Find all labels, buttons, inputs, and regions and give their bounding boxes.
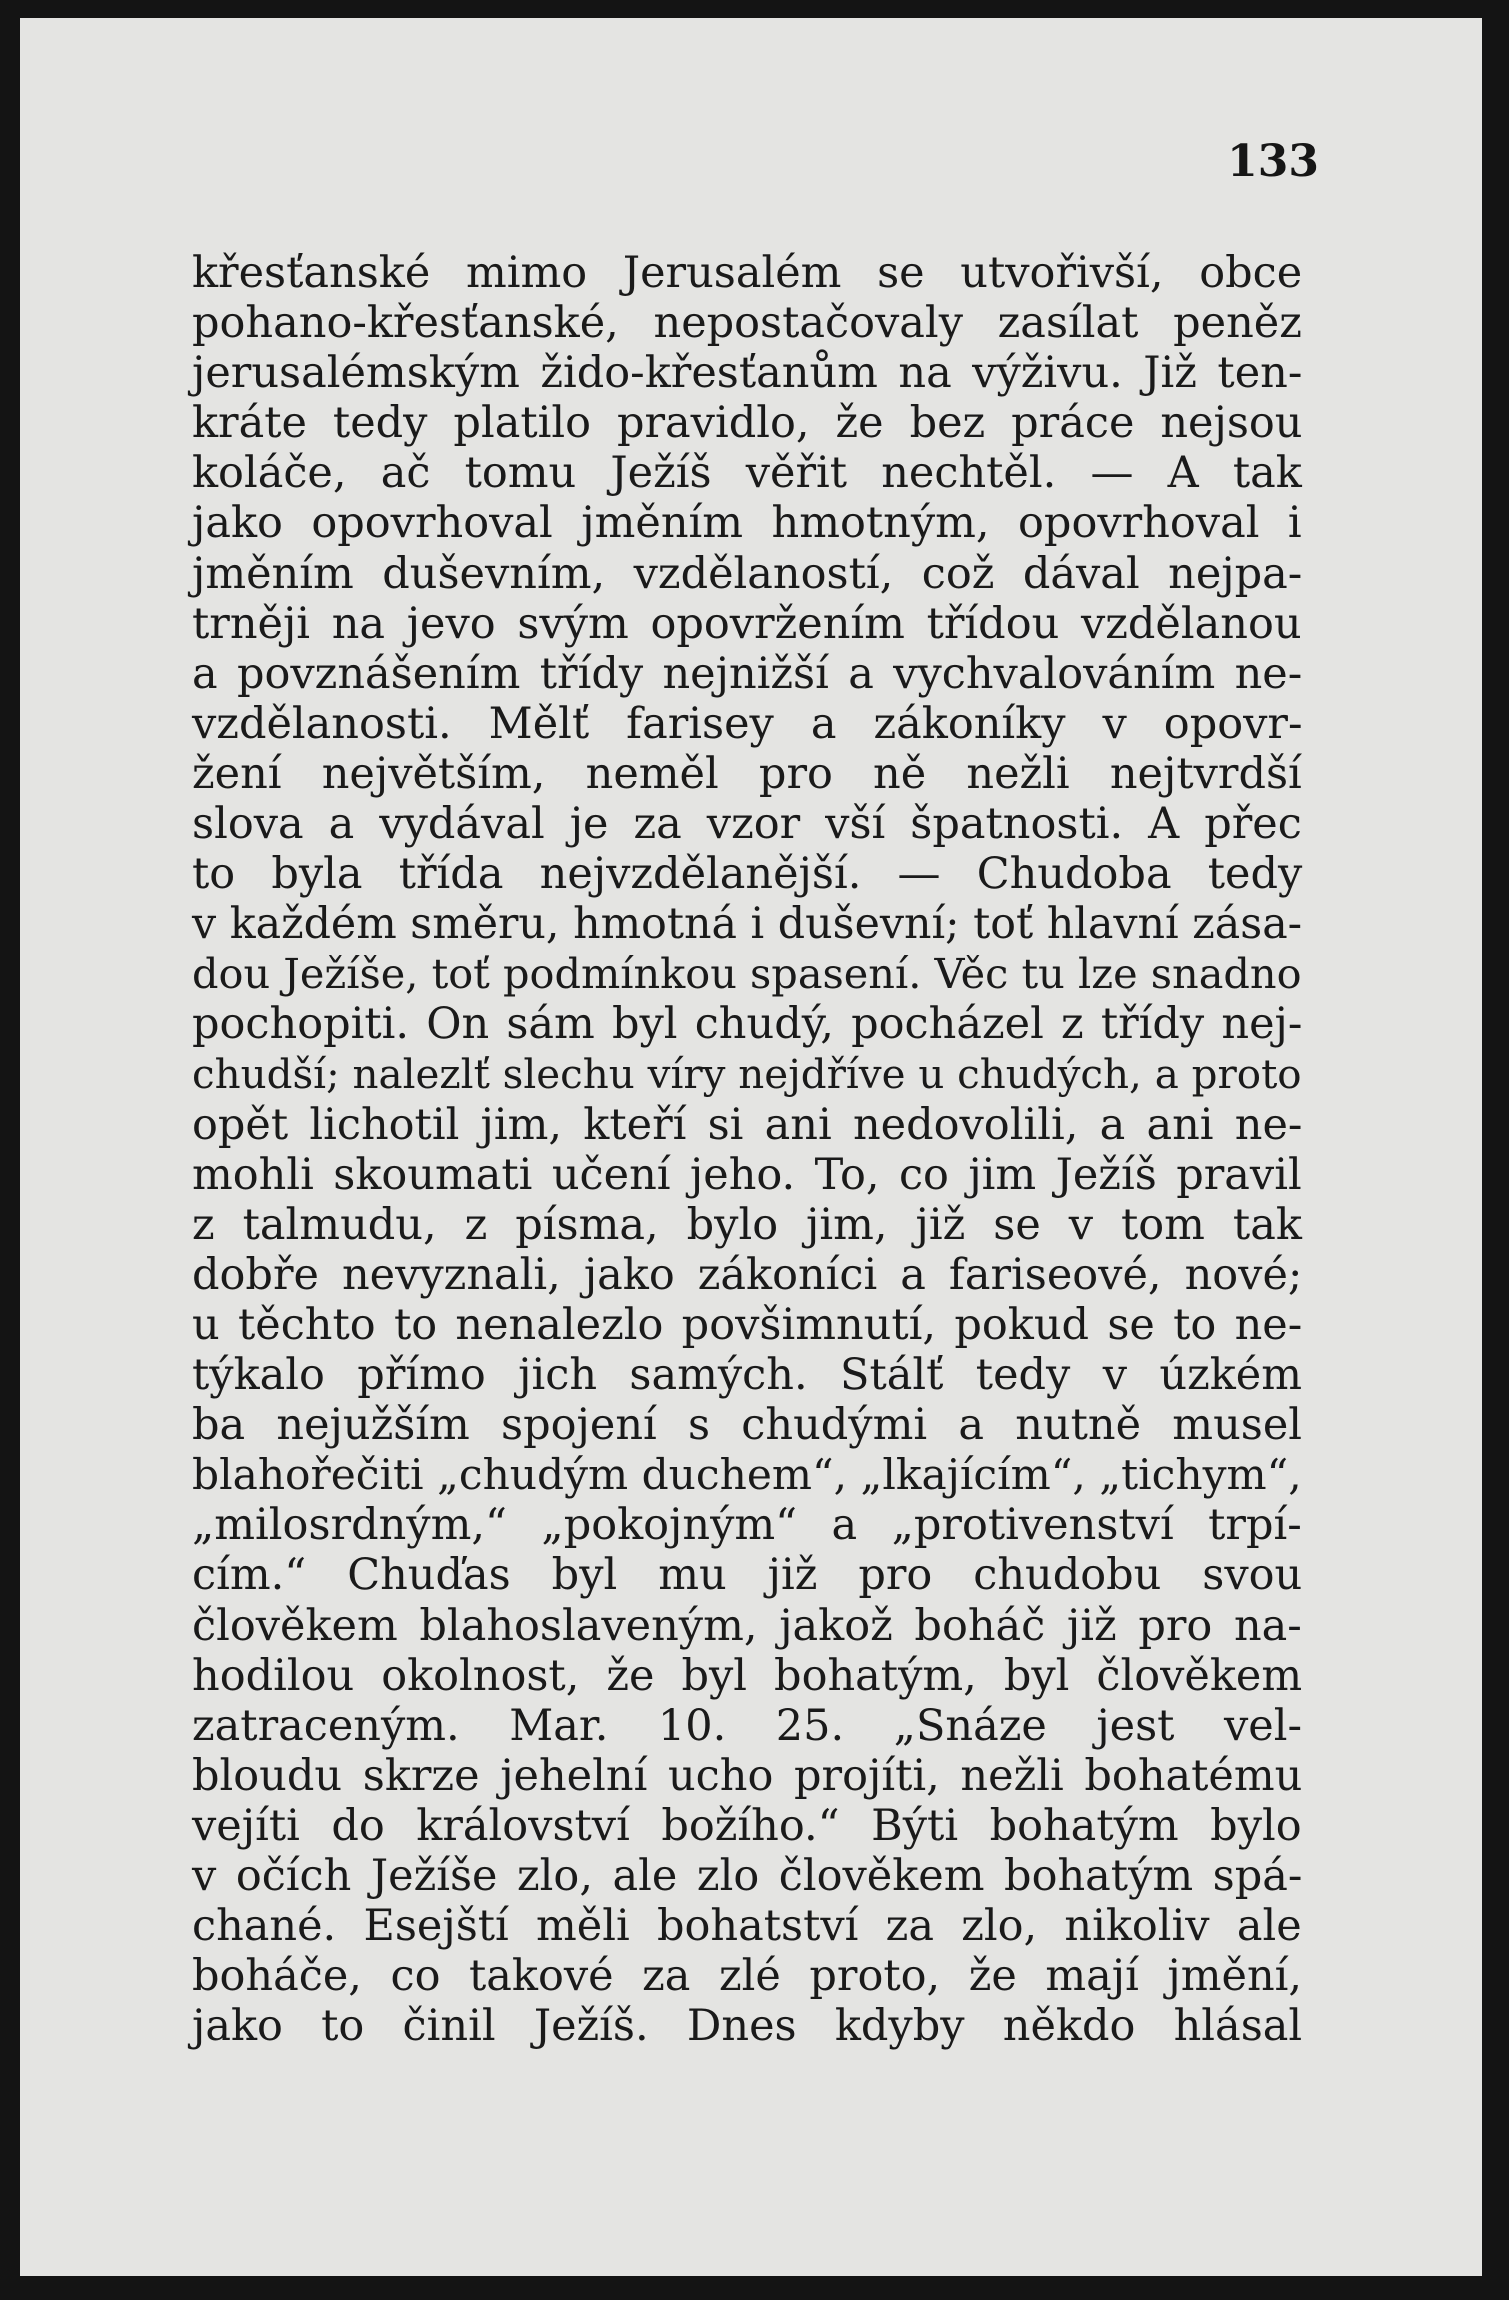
text-line: v každém směru, hmotná i duševní; toť hlavní zása- bbox=[192, 899, 1303, 950]
text-line: to byla třída nejvzdělanější. — Chudoba tedy bbox=[192, 849, 1303, 900]
text-line: cím.“ Chuďas byl mu již pro chudobu svou bbox=[192, 1550, 1303, 1601]
text-line: opět lichotil jim, kteří si ani nedovolili, a ani ne- bbox=[192, 1099, 1303, 1150]
text-line: týkalo přímo jich samých. Stálť tedy v úzkém bbox=[192, 1350, 1303, 1401]
text-line: trněji na jevo svým opovržením třídou vzdělanou bbox=[192, 598, 1302, 649]
text-line: „milosrdným,“ „pokojným“ a „protivenství trpí- bbox=[192, 1500, 1302, 1551]
text-line: žení největším, neměl pro ně nežli nejtvrdší bbox=[192, 748, 1302, 799]
text-line: chané. Esejští měli bohatství za zlo, nikoliv ale bbox=[192, 1901, 1302, 1952]
text-line: jerusalémským žido-křesťanům na výživu. Již ten- bbox=[192, 348, 1303, 399]
text-line: chudší; nalezlť slechu víry nejdříve u chudých, a proto bbox=[192, 1050, 1302, 1098]
text-line: boháče, co takové za zlé proto, že mají jmění, bbox=[192, 1951, 1303, 2002]
text-line: u těchto to nenalezlo povšimnutí, pokud se to ne- bbox=[192, 1299, 1303, 1350]
text-line: dobře nevyznali, jako zákoníci a fariseové, nové; bbox=[192, 1249, 1303, 1300]
body-text bbox=[192, 248, 1302, 2051]
text-line: hodilou okolnost, že byl bohatým, byl člověkem bbox=[192, 1650, 1303, 1701]
text-line: zatraceným. Mar. 10. 25. „Snáze jest vel- bbox=[192, 1700, 1302, 1751]
text-line: křesťanské mimo Jerusalém se utvořivší, obce bbox=[192, 248, 1303, 298]
text-line: pohano-křesťanské, nepostačovaly zasílat peněz bbox=[192, 298, 1302, 349]
text-line: blahořečiti „chudým duchem“, „lkajícím“, „tichym“, bbox=[192, 1450, 1302, 1500]
text-line: v očích Ježíše zlo, ale zlo člověkem bohatým spá- bbox=[192, 1851, 1303, 1901]
text-line: ba nejužším spojení s chudými a nutně musel bbox=[192, 1400, 1303, 1451]
page-number: 133 bbox=[1227, 136, 1319, 187]
text-line: bloudu skrze jehelní ucho projíti, nežli bohatému bbox=[192, 1750, 1303, 1801]
text-line: slova a vydával je za vzor vší špatnosti. A přec bbox=[192, 799, 1302, 850]
text-line: kráte tedy platilo pravidlo, že bez práce nejsou bbox=[192, 398, 1303, 449]
text-line: a povznášením třídy nejnižší a vychvalováním ne- bbox=[192, 648, 1303, 699]
text-line: koláče, ač tomu Ježíš věřit nechtěl. — A tak bbox=[192, 448, 1302, 499]
text-line: jměním duševním, vzdělaností, což dával nejpa- bbox=[192, 548, 1303, 599]
text-line: vzdělanosti. Mělť farisey a zákoníky v opovr- bbox=[192, 698, 1303, 749]
book-page bbox=[20, 18, 1482, 2276]
text-line: člověkem blahoslaveným, jakož boháč již pro na- bbox=[192, 1600, 1302, 1651]
text-line: jako opovrhoval jměním hmotným, opovrhoval i bbox=[192, 498, 1302, 549]
text-line: dou Ježíše, toť podmínkou spasení. Věc tu lze snadno bbox=[192, 950, 1302, 999]
text-line: vejíti do království božího.“ Býti bohatým bylo bbox=[192, 1800, 1302, 1851]
text-line: jako to činil Ježíš. Dnes kdyby někdo hlásal bbox=[192, 2001, 1303, 2052]
text-line: z talmudu, z písma, bylo jim, již se v tom tak bbox=[192, 1199, 1302, 1250]
text-line: mohli skoumati učení jeho. To, co jim Ježíš pravil bbox=[192, 1149, 1302, 1200]
text-line: pochopiti. On sám byl chudý, pocházel z třídy nej- bbox=[192, 999, 1303, 1050]
